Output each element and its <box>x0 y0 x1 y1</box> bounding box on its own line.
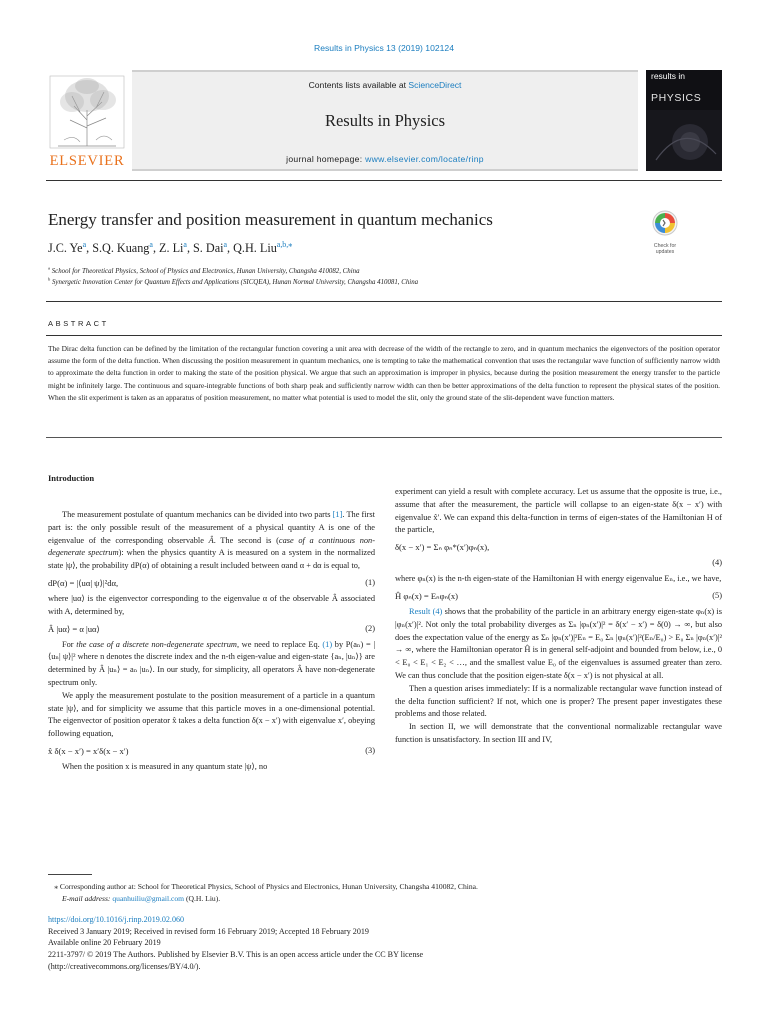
license-url: (http://creativecommons.org/licenses/BY/4.0/). <box>48 961 201 971</box>
reference-link[interactable]: [1] <box>332 510 343 519</box>
equation-link[interactable]: (1) <box>322 639 333 649</box>
journal-title: Results in Physics <box>324 111 446 130</box>
author[interactable]: J.C. Ye$^a$ <box>48 239 87 255</box>
equation-3: x̂ δ(x − x′) = x′δ(x − x′) (3) <box>48 745 375 756</box>
cover-title: PHYSICS <box>651 92 702 104</box>
homepage-link[interactable]: www.elsevier.com/locate/rinp <box>365 154 484 164</box>
equation-link[interactable]: Result (4) <box>409 606 443 616</box>
equation-2: Â |uα⟩ = α |uα⟩ (2) <box>48 623 375 634</box>
author-email-link[interactable]: quanhuiliu@gmail.com <box>112 893 185 903</box>
affiliation-item: $^a$ School for Theoretical Physics, School of Physics and Electronics, Hunan University, Changsha 410082, China <box>48 265 360 275</box>
paragraph: In section II, we will demonstrate that the conventional normalizable rectangular wave function is unsatisfactory. In section III and IV, <box>395 722 722 744</box>
title-rule <box>46 301 722 302</box>
journal-cover-thumbnail[interactable] <box>646 70 722 171</box>
publication-info <box>48 914 648 973</box>
body-right-column <box>395 486 722 747</box>
contents-line: Contents lists available at ScienceDirect <box>308 80 462 90</box>
equation-4: δ(x − x′) = Σₙ φₙ*(x′)φₙ(x), (4) <box>395 542 722 568</box>
paragraph: We apply the measurement postulate to the position measurement of a particle in a quantum state |ψ⟩, and for simplicity we assume that this particle moves in a one-dimensional potential. The eigenvector of position operator x̂ takes a delta function δ(x − x′) with eigenvalue x′, obeying following equation, <box>48 690 375 739</box>
body-left-column <box>48 472 375 774</box>
equation-5: Ĥ φₙ(x) = Eₙφₙ(x) (5) <box>395 590 722 601</box>
masthead-center <box>132 70 638 171</box>
affiliations <box>48 266 418 288</box>
cover-artwork <box>646 110 722 171</box>
paragraph: When the position x is measured in any quantum state |ψ⟩, no <box>62 761 268 771</box>
header-rule <box>46 180 722 181</box>
doi-link[interactable]: https://doi.org/10.1016/j.rinp.2019.02.060 <box>48 915 185 924</box>
abstract-bottom-rule <box>46 437 722 438</box>
cover-top-text: results in <box>651 71 686 81</box>
online-date: Available online 20 February 2019 <box>48 938 161 948</box>
affiliation-item: $^b$ Synergetic Innovation Center for Quantum Effects and Applications (SICQEA), Hunan Normal University, Changsha 410081, China <box>48 276 419 286</box>
check-updates-icon <box>652 210 678 238</box>
paragraph: where φₙ(x) is the n-th eigen-state of the Hamiltonian H with energy eigenvalue Eₙ, i.e., we have, <box>395 574 722 584</box>
author[interactable]: Z. Li$^a$ <box>159 239 187 255</box>
footnote-rule <box>48 874 92 875</box>
paragraph: For the case of a discrete non-degenerate spectrum, we need to replace Eq. (1) by P(aₙ) = |⟨uₙ| ψ⟩|² where n denotes the discrete index and the n-th eigen-value and eigen-state {aₙ, |uₙ⟩} are determined by Â |uₙ⟩ = aₙ |uₙ⟩. In our study, for simplicity, all operators Â have non-degenerate spectrum only. <box>48 639 375 687</box>
abstract-top-rule <box>46 335 722 336</box>
section-heading-introduction: Introduction <box>48 473 95 483</box>
sciencedirect-link[interactable]: ScienceDirect <box>408 80 462 90</box>
license-text: 2211-3797/ © 2019 The Authors. Published by Elsevier B.V. This is an open access article under the CC BY license <box>48 950 424 960</box>
article-title: Energy transfer and position measurement in quantum mechanics <box>48 210 493 229</box>
elsevier-wordmark: ELSEVIER <box>49 153 125 169</box>
paragraph: Result (4) shows that the probability of the particle in an arbitrary energy eigen-state φₙ(x) is |φₙ(x′)|². Not only the total probability diverges as Σₙ |φₙ(x′)|² = δ(x′ − x′) = δ(0) → ∞, but also does the expectation value of the energy as Σₙ |φₙ(x′)|²Eₙ = E₀ Σₙ |φₙ(x′)|²(Eₙ/E₀) > E₀ Σₙ |φₙ(x′)|² → ∞, where the Hamiltonian operator Ĥ is in general self-adjoint and bounded from below, i.e., 0 < E₀ < E₁ < E₂ < …, and the smallest value E₀ of the eigenvalues is assumed greater than zero. We can thus conclude that the position eigen-state δ(x − x′) is not physical at all. <box>395 606 722 680</box>
corresponding-author-footnote: ⁎ Corresponding author at: School for Theoretical Physics, School of Physics and Electronics, Hunan University, Changsha 410082, China. E-mail address: quanhuiliu@gmail.com (Q.H. Liu). <box>54 882 478 903</box>
abstract-heading: ABSTRACT <box>48 319 109 328</box>
author[interactable]: Q.H. Liu$^{a,b,⁎}$ <box>233 239 293 255</box>
abstract-text: The Dirac delta function can be defined by the limitation of the rectangular function covering a unit area with decrease of the width of the rectangle to zero, and in quantum mechanics the eigenvectors of the position operator assume the form of the delta function. When discussing the position measurement in quantum mechanics, one is tempting to take the mathematical convention that uses the rectangular wave function of sufficiently narrow width to approximate the delta function in order to making the state of the position physical. We argue that such an approximation is improper in physics, because during the position measurement the energy transfer to the particle might be infinitely large. The continuous and square-integrable functions of both sharp peak and sufficiently narrow width can then be better approximations of the delta function to represent the physical states of the position. When the slit experiment is taken as an apparatus of position measurement, no matter what potential is used to model the slit, only the ground state of the slit-dependent wave function matters. <box>48 344 720 402</box>
paragraph: where |uα⟩ is the eigenvector corresponding to the eigenvalue α of the observable Â associated with A, determined by, <box>48 593 375 616</box>
check-for-updates-badge[interactable] <box>644 210 686 256</box>
journal-citation[interactable]: Results in Physics 13 (2019) 102124 <box>314 43 454 53</box>
paragraph: experiment can yield a result with complete accuracy. Let us assume that the opposite is true, i.e., assume that after the measurement, the particle will collapse to an eigen-state δ(x − x′) with eigenvalue x̂′. We can expand this delta-function in terms of eigen-states of the Hamiltonian H of the particle, <box>395 487 722 535</box>
author[interactable]: S. Dai$^a$ <box>193 239 228 255</box>
journal-masthead <box>46 70 722 171</box>
paragraph: Then a question arises immediately: If is a normalizable rectangular wave function instead of the delta function sufficient? If not, which one is proper? The present paper investigates these problems and those related. <box>395 683 722 719</box>
check-updates-label: Check for updates <box>653 243 677 255</box>
author-list: J.C. Ye$^a$, S.Q. Kuang$^a$, Z. Li$^a$, S. Dai$^a$, Q.H. Liu$^{a,b,⁎}$ <box>48 239 293 255</box>
equation-1: dP(α) = |⟨uα| ψ⟩|²dα, (1) <box>48 577 375 588</box>
journal-homepage: journal homepage: www.elsevier.com/locate/rinp <box>286 154 484 164</box>
paragraph: The measurement postulate of quantum mechanics can be divided into two parts [1]. The first part is: the only possible result of the measurement of a physical quantity A is one of the eigenvalue of the corresponding observable Â. The second is (case of a continuous non-degenerate spectrum): when the physics quantity A is measured on a system in the normalized state |ψ⟩, the probability dP(α) of obtaining a result included between αand α + dα is equal to, <box>48 510 375 571</box>
received-dates: Received 3 January 2019; Received in revised form 16 February 2019; Accepted 18 February 2019 <box>48 926 369 936</box>
author[interactable]: S.Q. Kuang$^a$ <box>92 239 153 255</box>
